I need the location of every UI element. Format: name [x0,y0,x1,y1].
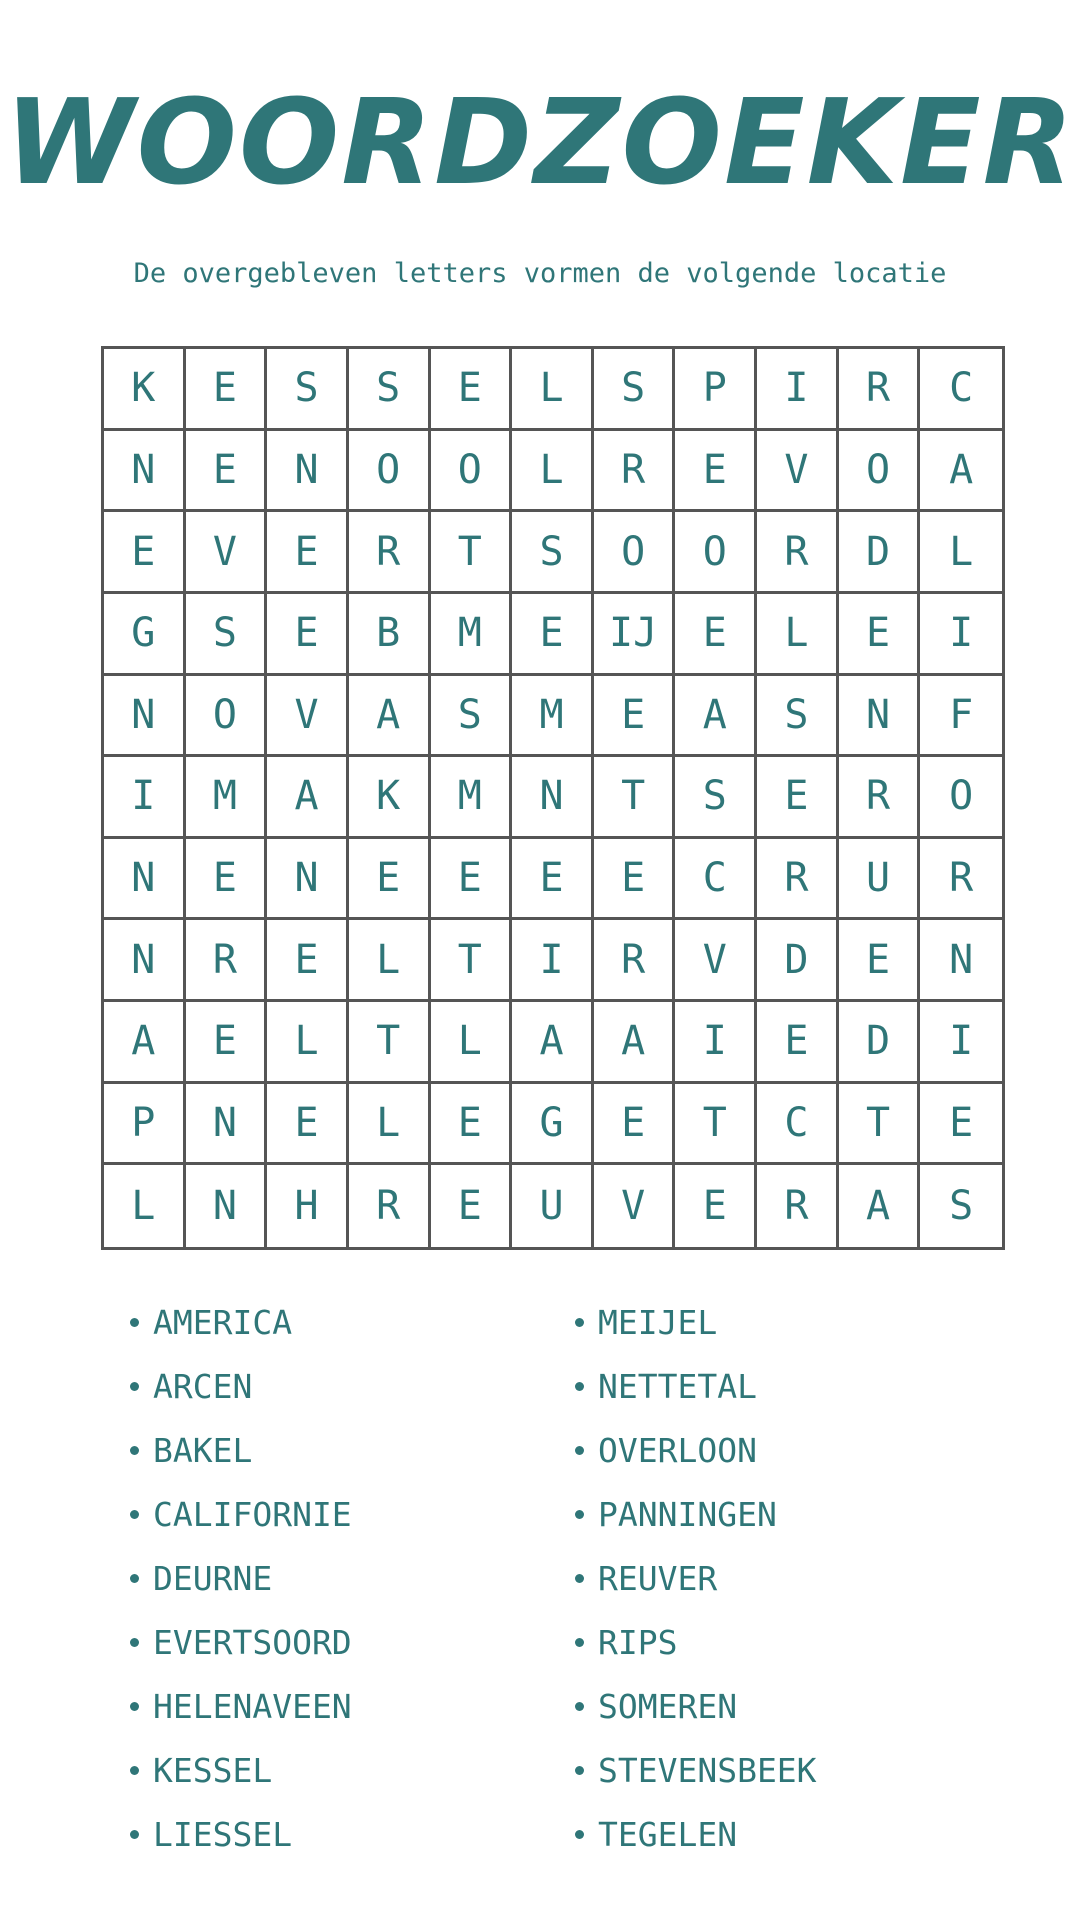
bullet-icon [130,1382,139,1391]
bullet-icon [575,1382,584,1391]
grid-cell[interactable]: E [757,757,839,839]
word-label: NETTETAL [598,1366,757,1406]
grid-cell[interactable]: V [267,676,349,758]
word-list-item [130,1802,575,1866]
word-label: RIPS [598,1622,678,1662]
grid-cell[interactable]: F [920,676,1002,758]
grid-cell[interactable]: S [431,676,513,758]
grid-cell[interactable]: M [186,757,268,839]
grid-cell[interactable]: O [431,431,513,513]
bullet-icon [130,1830,139,1839]
grid-cell[interactable]: E [920,1084,1002,1166]
grid-cell[interactable]: M [431,594,513,676]
grid-cell[interactable]: K [349,757,431,839]
grid-cell[interactable]: E [512,594,594,676]
grid-cell[interactable]: E [594,839,676,921]
grid-cell[interactable]: I [920,594,1002,676]
word-list-left-column [130,1290,575,1866]
word-label: MEIJEL [598,1302,718,1342]
bullet-icon [130,1446,139,1455]
bullet-icon [575,1702,584,1711]
grid-cell[interactable]: E [104,512,186,594]
grid-cell[interactable]: E [675,594,757,676]
bullet-icon [130,1638,139,1647]
grid-cell[interactable]: N [104,676,186,758]
word-label: DEURNE [153,1558,273,1598]
grid-cell[interactable]: E [186,431,268,513]
grid-cell[interactable]: S [267,349,349,431]
grid-cell[interactable]: O [186,676,268,758]
grid-cell[interactable]: E [267,1084,349,1166]
page-subtitle: De overgebleven letters vormen de volgende locatie [133,258,947,289]
word-label: HELENAVEEN [153,1686,352,1726]
grid-cell[interactable]: A [920,431,1002,513]
grid-cell[interactable]: N [104,431,186,513]
grid-cell[interactable]: R [757,839,839,921]
grid-cell[interactable]: R [594,431,676,513]
word-list-item [575,1546,1020,1610]
grid-cell[interactable]: T [431,512,513,594]
bullet-icon [575,1446,584,1455]
grid-cell[interactable]: S [186,594,268,676]
bullet-icon [130,1766,139,1775]
grid-cell[interactable]: N [186,1084,268,1166]
word-label: EVERTSOORD [153,1622,352,1662]
grid-cell[interactable]: O [675,512,757,594]
grid-cell[interactable]: V [675,920,757,1002]
page-title: WOORDZOEKER [4,73,1076,211]
grid-cell[interactable]: E [267,594,349,676]
word-list-item [575,1418,1020,1482]
grid-cell[interactable]: L [512,431,594,513]
word-search-grid [101,346,1005,1250]
bullet-icon [130,1318,139,1327]
grid-cell[interactable]: S [757,676,839,758]
bullet-icon [575,1638,584,1647]
grid-cell[interactable]: N [512,757,594,839]
grid-cell[interactable]: L [512,349,594,431]
grid-cell[interactable]: S [512,512,594,594]
grid-cell[interactable]: L [431,1002,513,1084]
grid-cell[interactable]: S [949,1183,974,1230]
grid-cell[interactable]: M [512,676,594,758]
bullet-icon [575,1318,584,1327]
word-list-item [130,1610,575,1674]
grid-cell[interactable]: A [349,676,431,758]
word-label: CALIFORNIE [153,1494,352,1534]
grid-cell[interactable]: I [104,757,186,839]
grid-cell[interactable]: E [594,676,676,758]
grid-cell[interactable]: E [186,349,268,431]
grid-cell[interactable]: S [349,349,431,431]
grid-cell[interactable]: T [839,1084,921,1166]
grid-cell[interactable]: N [267,839,349,921]
grid-cell[interactable]: R [920,839,1002,921]
word-label: PANNINGEN [598,1494,777,1534]
word-list-item [575,1674,1020,1738]
grid-cell[interactable]: A [104,1002,186,1084]
word-list-item [575,1738,1020,1802]
grid-cell[interactable]: R [594,920,676,1002]
grid-cell[interactable]: V [757,431,839,513]
grid-cell[interactable]: IJ [594,594,676,676]
grid-cell[interactable]: U [839,839,921,921]
grid-cell[interactable]: R [839,757,921,839]
grid-cell[interactable]: O [920,757,1002,839]
grid-cell[interactable]: N [104,920,186,1002]
grid-cell[interactable]: P [104,1084,186,1166]
grid-cell[interactable]: C [920,349,1002,431]
word-label: TEGELEN [598,1814,738,1854]
grid-cell[interactable]: I [675,1002,757,1084]
word-list-item [575,1354,1020,1418]
grid-cell[interactable]: E [186,1002,268,1084]
word-label: ARCEN [153,1366,253,1406]
word-list-item [130,1354,575,1418]
grid-cell[interactable]: T [431,920,513,1002]
grid-cell[interactable]: C [675,839,757,921]
grid-cell[interactable]: R [757,1165,839,1247]
grid-cell[interactable]: E [349,839,431,921]
word-list [130,1290,1030,1866]
grid-cell[interactable]: I [512,920,594,1002]
grid-cell[interactable]: K [104,349,186,431]
grid-cell[interactable]: D [839,512,921,594]
grid-cell[interactable]: I [757,349,839,431]
grid-cell[interactable]: U [512,1165,594,1247]
grid-cell[interactable]: R [186,920,268,1002]
grid-cell[interactable]: E [431,839,513,921]
grid-cell[interactable]: E [431,1165,513,1247]
word-label: SOMEREN [598,1686,738,1726]
grid-cell[interactable]: V [186,512,268,594]
grid-cell[interactable]: A [675,676,757,758]
word-label: OVERLOON [598,1430,757,1470]
word-list-item [130,1418,575,1482]
word-label: STEVENSBEEK [598,1750,817,1790]
word-list-item [575,1802,1020,1866]
grid-cell[interactable]: E [757,1002,839,1084]
grid-cell[interactable]: E [186,839,268,921]
grid-cell[interactable]: S [594,349,676,431]
grid-cell[interactable]: N [839,676,921,758]
grid-cell[interactable]: O [594,512,676,594]
grid-cell[interactable]: E [431,1084,513,1166]
grid-cell[interactable]: S [675,757,757,839]
word-list-item [575,1482,1020,1546]
grid-cell[interactable]: R [757,512,839,594]
grid-cell[interactable]: N [186,1165,268,1247]
grid-cell[interactable]: E [267,920,349,1002]
word-label: AMERICA [153,1302,293,1342]
grid-cell[interactable]: M [431,757,513,839]
grid-cell[interactable]: E [267,512,349,594]
grid-cell[interactable]: I [920,1002,1002,1084]
word-list-item [130,1290,575,1354]
grid-cell[interactable]: A [512,1002,594,1084]
grid-cell[interactable]: N [104,839,186,921]
grid-cell[interactable]: G [104,594,186,676]
bullet-icon [575,1830,584,1839]
grid-cell[interactable]: L [349,1084,431,1166]
grid-cell[interactable]: L [267,1002,349,1084]
bullet-icon [130,1574,139,1583]
grid-cell[interactable]: R [349,512,431,594]
grid-cell[interactable]: L [920,512,1002,594]
word-label: BAKEL [153,1430,253,1470]
grid-cell[interactable]: E [675,1165,757,1247]
grid-cell[interactable]: E [594,1084,676,1166]
grid-cell[interactable]: E [675,431,757,513]
grid-cell[interactable]: T [675,1084,757,1166]
grid-cell[interactable]: D [757,920,839,1002]
grid-cell[interactable]: E [512,839,594,921]
word-list-item [130,1482,575,1546]
grid-cell[interactable]: R [349,1165,431,1247]
grid-cell[interactable]: D [839,1002,921,1084]
grid-cell[interactable]: V [594,1165,676,1247]
word-list-item [130,1546,575,1610]
grid-cell[interactable]: H [267,1165,349,1247]
grid-cell[interactable]: T [594,757,676,839]
grid-cell[interactable]: E [839,920,921,1002]
bullet-icon [130,1510,139,1519]
word-list-item [130,1674,575,1738]
grid-cell[interactable]: A [839,1165,921,1247]
grid-cell[interactable]: N [267,431,349,513]
grid-cell[interactable]: T [349,1002,431,1084]
grid-cell[interactable]: G [512,1084,594,1166]
grid-cell[interactable]: A [594,1002,676,1084]
grid-cell[interactable]: C [757,1084,839,1166]
word-list-right-column [575,1290,1020,1866]
grid-cell[interactable]: E [839,594,921,676]
word-label: REUVER [598,1558,718,1598]
grid-cell[interactable]: L [104,1165,186,1247]
word-label: LIESSEL [153,1814,293,1854]
bullet-icon [575,1766,584,1775]
grid-cell[interactable]: A [267,757,349,839]
grid-cell[interactable]: L [349,920,431,1002]
word-list-item [130,1738,575,1802]
word-label: KESSEL [153,1750,273,1790]
grid-cell[interactable]: N [920,920,1002,1002]
word-list-item [575,1610,1020,1674]
bullet-icon [130,1702,139,1711]
grid-cell[interactable]: R [839,349,921,431]
word-list-item [575,1290,1020,1354]
bullet-icon [575,1574,584,1583]
grid-cell[interactable]: O [349,431,431,513]
bullet-icon [575,1510,584,1519]
grid-cell[interactable]: O [839,431,921,513]
grid-cell[interactable]: L [757,594,839,676]
grid-cell[interactable]: P [675,349,757,431]
grid-cell[interactable]: B [349,594,431,676]
grid-cell[interactable]: E [431,349,513,431]
